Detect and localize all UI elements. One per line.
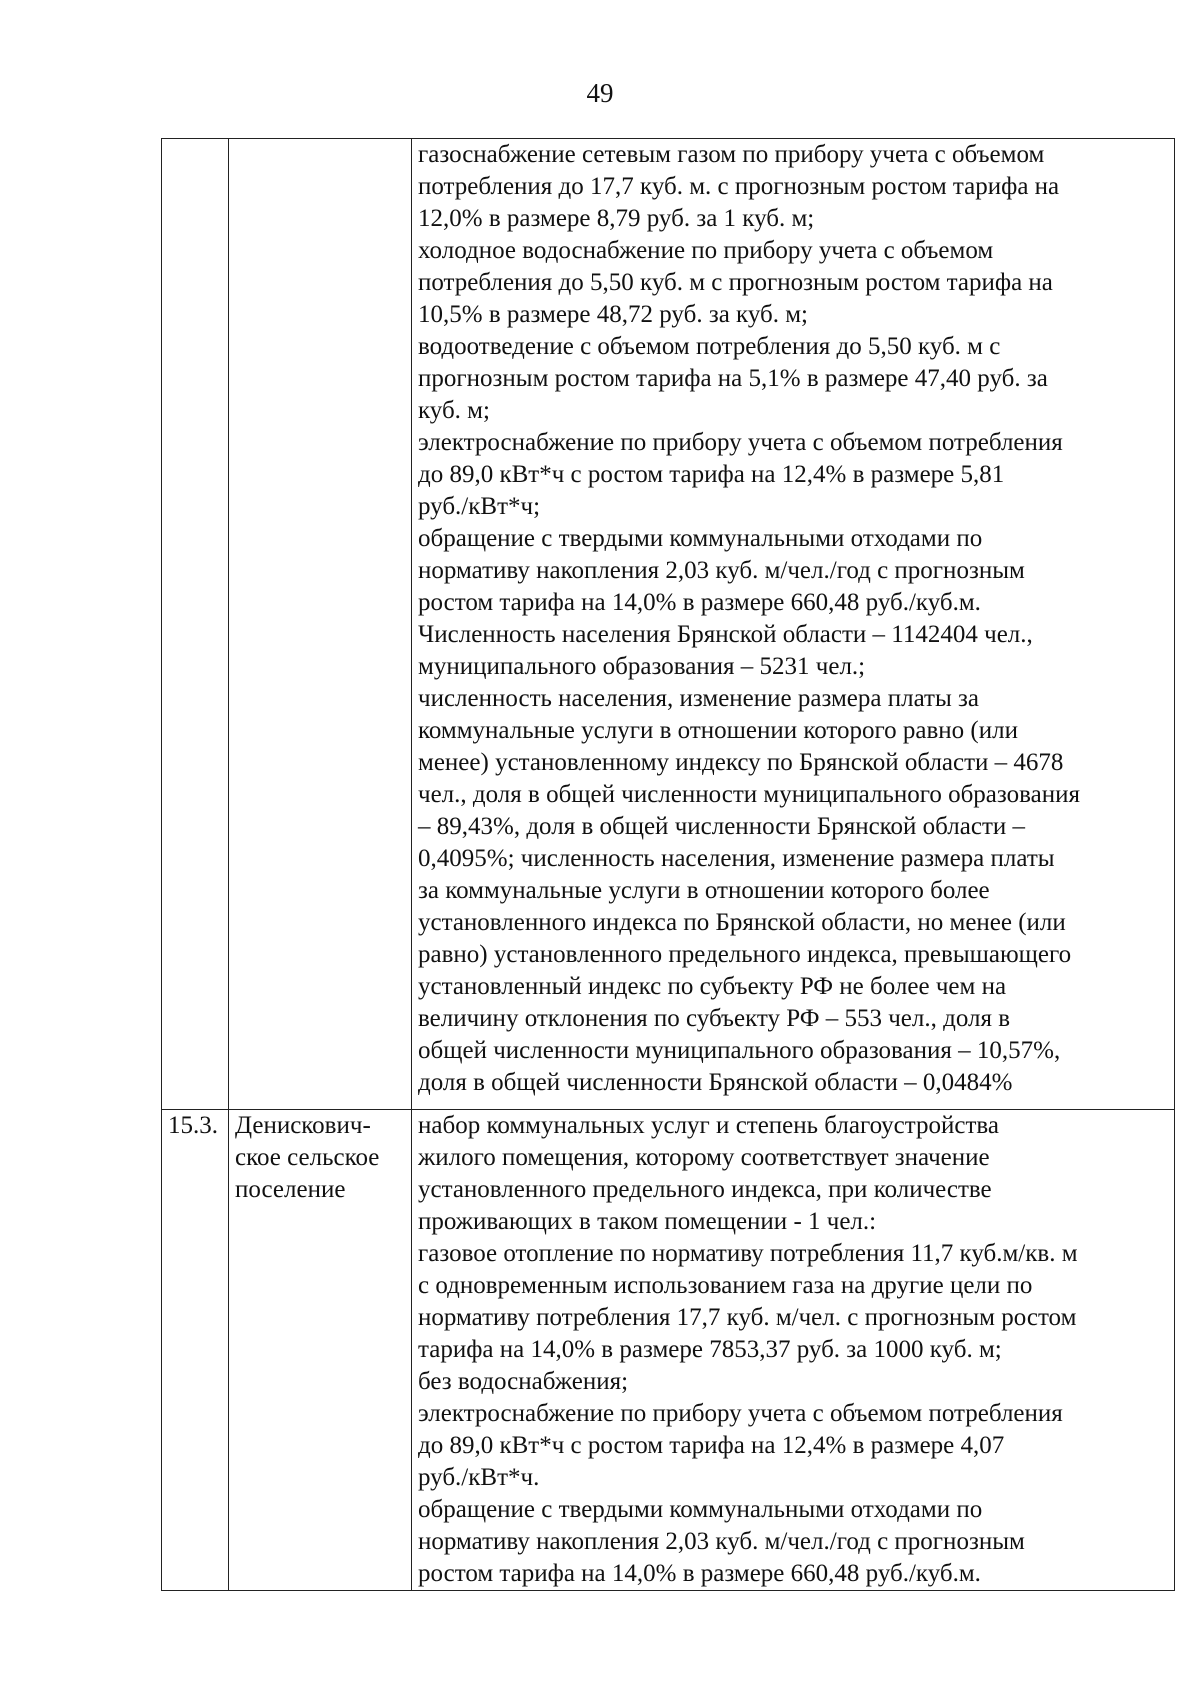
description-line: установленного предельного индекса, при количестве bbox=[418, 1176, 992, 1203]
description-line: нормативу накопления 2,03 куб. м/чел./год с прогнозным bbox=[418, 1528, 1025, 1555]
description-line: набор коммунальных услуг и степень благоустройства bbox=[418, 1112, 999, 1139]
table-row bbox=[162, 139, 1175, 1110]
description-line: потребления до 5,50 куб. м с прогнозным ростом тарифа на bbox=[418, 269, 1053, 296]
tariff-table bbox=[161, 138, 1175, 1591]
municipality-name-line: ское сельское bbox=[235, 1144, 380, 1171]
description-line: установленный индекс по субъекту РФ не более чем на bbox=[418, 973, 1007, 1000]
table-row bbox=[162, 1110, 1175, 1591]
description-line: ростом тарифа на 14,0% в размере 660,48 руб./куб.м. bbox=[418, 1560, 981, 1587]
description-line: 12,0% в размере 8,79 руб. за 1 куб. м; bbox=[418, 205, 815, 232]
description-line: обращение с твердыми коммунальными отходами по bbox=[418, 525, 983, 552]
description-line: чел., доля в общей численности муниципального образования bbox=[418, 781, 1080, 808]
description-line: ростом тарифа на 14,0% в размере 660,48 руб./куб.м. bbox=[418, 589, 981, 616]
row-number-cell bbox=[162, 139, 229, 1110]
row-number-cell: 15.3. bbox=[162, 1110, 229, 1591]
description-line: прогнозным ростом тарифа на 5,1% в размере 47,40 руб. за bbox=[418, 365, 1048, 392]
description-line: электроснабжение по прибору учета с объемом потребления bbox=[418, 1400, 1063, 1427]
description-line: величину отклонения по субъекту РФ – 553 чел., доля в bbox=[418, 1005, 1011, 1032]
description-line: обращение с твердыми коммунальными отходами по bbox=[418, 1496, 983, 1523]
description-line: равно) установленного предельного индекса, превышающего bbox=[418, 941, 1072, 968]
description-line: руб./кВт*ч. bbox=[418, 1464, 540, 1491]
description-line: нормативу накопления 2,03 куб. м/чел./год с прогнозным bbox=[418, 557, 1025, 584]
description-line: Численность населения Брянской области – 1142404 чел., bbox=[418, 621, 1033, 648]
description-line: установленного индекса по Брянской области, но менее (или bbox=[418, 909, 1066, 936]
description-line: до 89,0 кВт*ч с ростом тарифа на 12,4% в размере 4,07 bbox=[418, 1432, 1005, 1459]
municipality-name-cell bbox=[229, 1110, 412, 1591]
municipality-name-line: Денискович- bbox=[235, 1112, 371, 1139]
description-line: 0,4095%; численность населения, изменение размера платы bbox=[418, 845, 1055, 872]
description-line: куб. м; bbox=[418, 397, 490, 424]
description-line: тарифа на 14,0% в размере 7853,37 руб. за 1000 куб. м; bbox=[418, 1336, 1002, 1363]
description-line: потребления до 17,7 куб. м. с прогнозным ростом тарифа на bbox=[418, 173, 1060, 200]
description-line: холодное водоснабжение по прибору учета с объемом bbox=[418, 237, 994, 264]
description-line: руб./кВт*ч; bbox=[418, 493, 541, 520]
description-line: – 89,43%, доля в общей численности Брянской области – bbox=[418, 813, 1025, 840]
description-line: жилого помещения, которому соответствует значение bbox=[418, 1144, 990, 1171]
description-line: 10,5% в размере 48,72 руб. за куб. м; bbox=[418, 301, 808, 328]
description-cell bbox=[412, 139, 1175, 1110]
description-line: газоснабжение сетевым газом по прибору учета с объемом bbox=[418, 141, 1045, 168]
description-cell bbox=[412, 1110, 1175, 1591]
description-line: численность населения, изменение размера платы за bbox=[418, 685, 979, 712]
description-line: коммунальные услуги в отношении которого равно (или bbox=[418, 717, 1018, 744]
description-line: нормативу потребления 17,7 куб. м/чел. с прогнозным ростом bbox=[418, 1304, 1077, 1331]
description-line: муниципального образования – 5231 чел.; bbox=[418, 653, 866, 680]
description-line: за коммунальные услуги в отношении которого более bbox=[418, 877, 990, 904]
municipality-name-cell bbox=[229, 139, 412, 1110]
description-line: с одновременным использованием газа на другие цели по bbox=[418, 1272, 1033, 1299]
municipality-name-line: поселение bbox=[235, 1176, 346, 1203]
description-line: общей численности муниципального образования – 10,57%, bbox=[418, 1037, 1061, 1064]
description-line: водоотведение с объемом потребления до 5,50 куб. м с bbox=[418, 333, 1001, 360]
description-line: электроснабжение по прибору учета с объемом потребления bbox=[418, 429, 1063, 456]
description-line: проживающих в таком помещении - 1 чел.: bbox=[418, 1208, 877, 1235]
description-line: доля в общей численности Брянской области – 0,0484% bbox=[418, 1069, 1013, 1096]
description-line: менее) установленному индексу по Брянской области – 4678 bbox=[418, 749, 1064, 776]
description-line: без водоснабжения; bbox=[418, 1368, 629, 1395]
description-line: газовое отопление по нормативу потребления 11,7 куб.м/кв. м bbox=[418, 1240, 1078, 1267]
page-number: 49 bbox=[586, 78, 614, 108]
description-line: до 89,0 кВт*ч с ростом тарифа на 12,4% в размере 5,81 bbox=[418, 461, 1005, 488]
